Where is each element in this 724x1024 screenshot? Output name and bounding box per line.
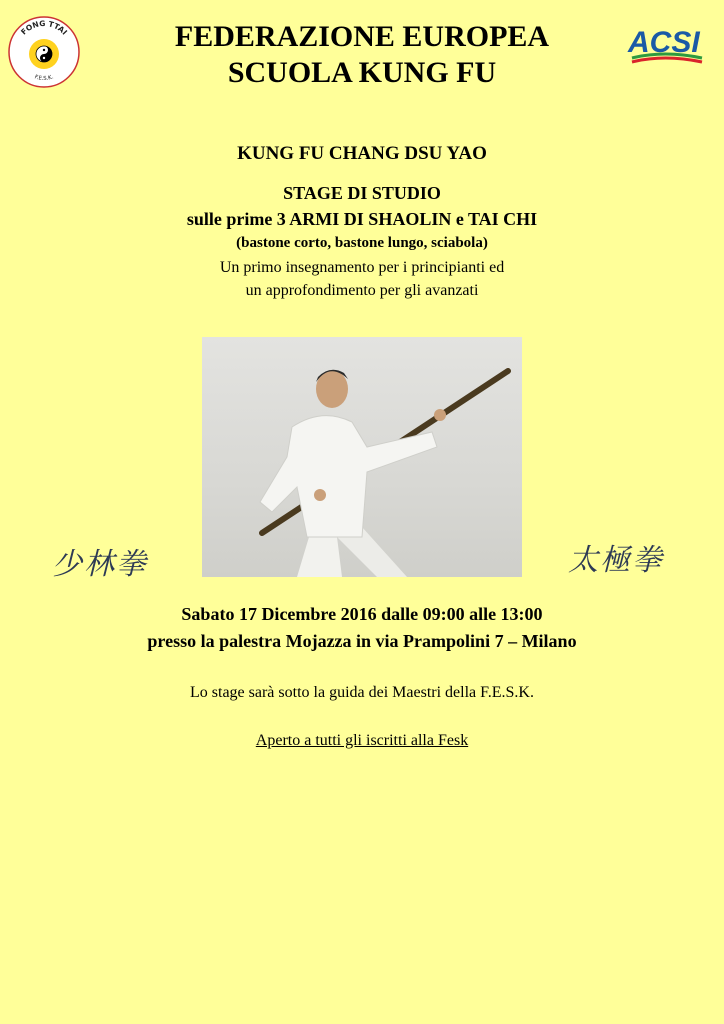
- master-photo: [202, 337, 522, 577]
- event-type: STAGE DI STUDIO: [283, 183, 441, 203]
- event-date: Sabato 17 Dicembre 2016 dalle 09:00 alle 13:00: [181, 604, 543, 624]
- event-topic: sulle prime 3 ARMI DI SHAOLIN e TAI CHI: [186, 209, 538, 229]
- event-description-2: un approfondimento per gli avanzati: [245, 282, 479, 299]
- logo-top-text: FONG TTAI: [19, 18, 70, 37]
- event-open-to: [0, 732, 724, 750]
- taichi-calligraphy: 太極拳: [568, 543, 664, 578]
- event-name: KUNG FU CHANG DSU YAO: [237, 143, 487, 164]
- event-weapons: (bastone corto, bastone lungo, sciabola): [236, 235, 488, 251]
- shaolin-calligraphy: 少林拳: [52, 547, 148, 582]
- title-line-1: FEDERAZIONE EUROPEA: [174, 20, 550, 53]
- title-line-2: SCUOLA KUNG FU: [227, 56, 497, 89]
- event-description-1: Un primo insegnamento per i principianti ed: [219, 259, 505, 276]
- open-to-text: Aperto a tutti gli iscritti alla Fesk: [255, 732, 469, 749]
- logo-bottom-text: F.E.S.K.: [33, 74, 55, 83]
- event-guide: Lo stage sarà sotto la guida dei Maestri della F.E.S.K.: [190, 684, 534, 701]
- event-place: presso la palestra Mojazza in via Prampolini 7 – Milano: [147, 631, 577, 651]
- acsi-logo-text: ACSI: [628, 26, 700, 59]
- page-title: [0, 19, 724, 91]
